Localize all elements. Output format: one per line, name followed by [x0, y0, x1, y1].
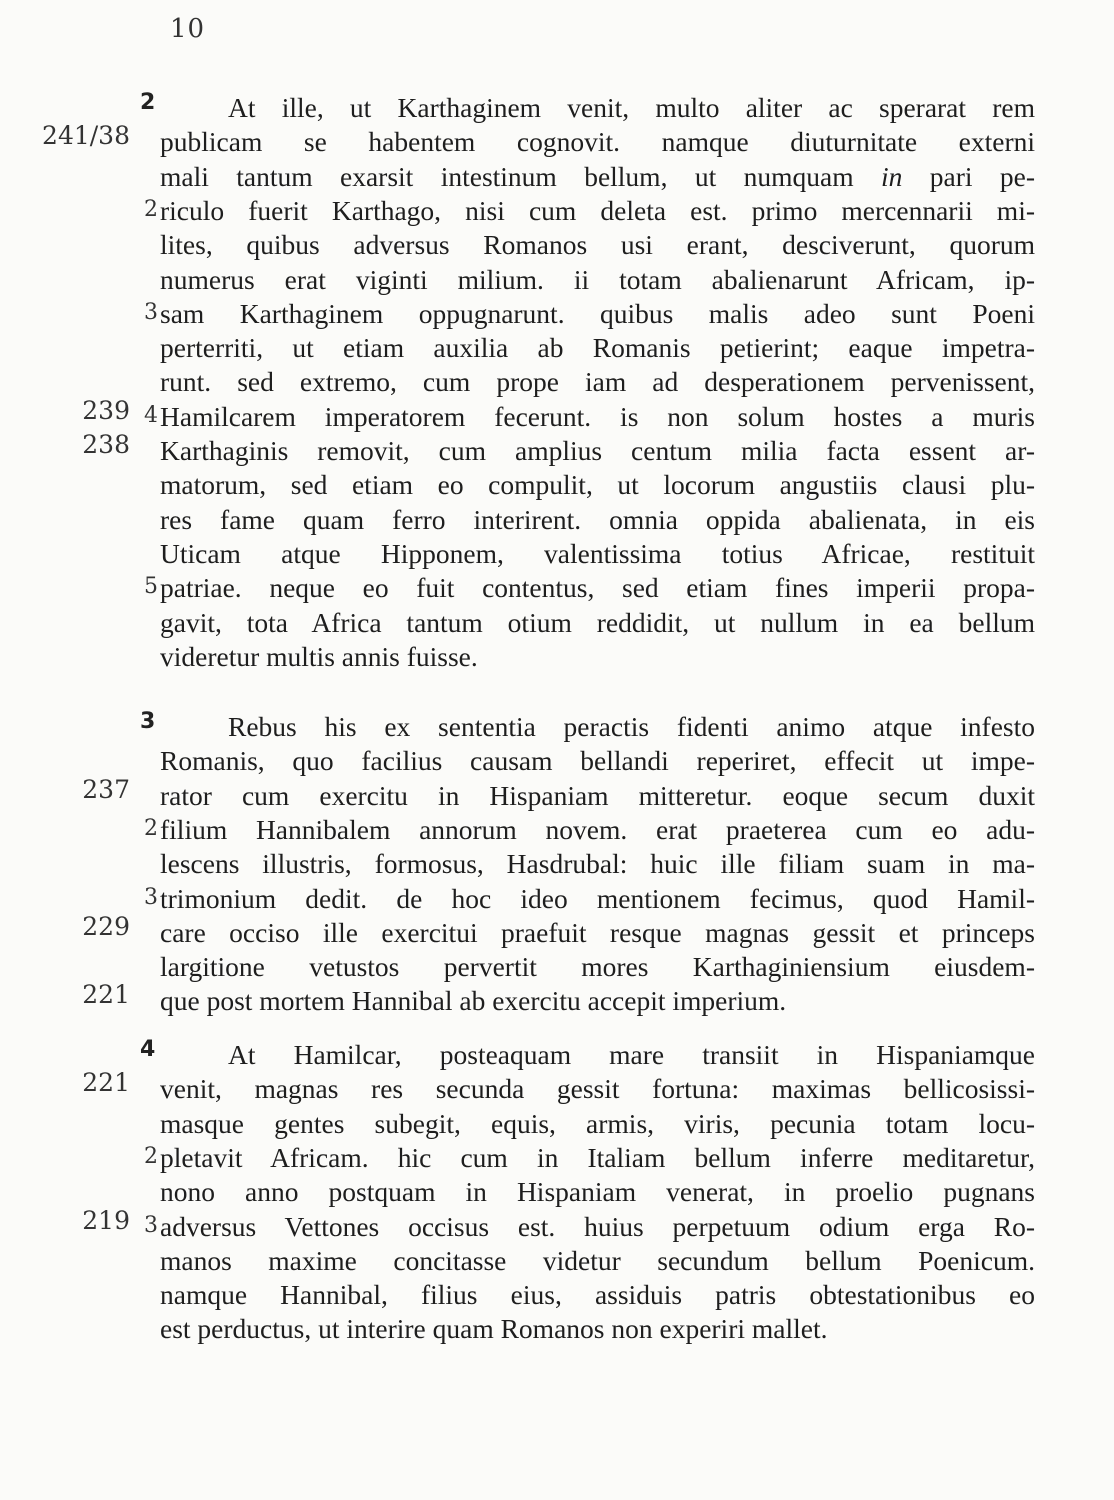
text-line: largitione vetustos pervertit mores Karthaginiensium eiusdem- [160, 951, 1035, 983]
text-line: res fame quam ferro interirent. omnia oppida abalienata, in eis [160, 503, 1035, 535]
text-line: perterriti, ut etiam auxilia ab Romanis petierint; eaque impetra- [160, 332, 1035, 364]
text-line: manos maxime concitasse videtur secundum bellum Poenicum. [160, 1244, 1035, 1276]
text-line: gavit, tota Africa tantum otium reddidit, ut nullum in ea bellum [160, 606, 1035, 638]
text-line: mali tantum exarsit intestinum bellum, ut numquam in pari pe- [160, 160, 1035, 192]
text-line: Romanis, quo facilius causam bellandi reperiret, effecit ut impe- [160, 745, 1035, 777]
section-number: 5 [144, 574, 158, 600]
text-line: At ille, ut Karthaginem venit, multo aliter ac sperarat rem [228, 92, 1035, 123]
page-number: 10 [170, 14, 206, 44]
margin-date: 221 [82, 1068, 130, 1098]
section-number: 3 [144, 299, 158, 325]
section-number: 4 [144, 402, 158, 428]
text-line: que post mortem Hannibal ab exercitu accepit imperium. [160, 985, 787, 1017]
text-line: trimonium dedit. de hoc ideo mentionem fecimus, quod Hamil- [160, 882, 1035, 914]
text-line: matorum, sed etiam eo compulit, ut locorum angustiis clausi plu- [160, 469, 1035, 501]
margin-date: 238 [82, 430, 130, 459]
text-line: rator cum exercitu in Hispaniam mitteretur. eoque secum duxit [160, 779, 1035, 811]
text-line: numerus erat viginti milium. ii totam abalienarunt Africam, ip- [160, 263, 1035, 295]
text-line: est perductus, ut interire quam Romanos non experiri mallet. [160, 1313, 828, 1345]
chapter-number: 4 [140, 1037, 156, 1062]
text-line: pletavit Africam. hic cum in Italiam bellum inferre meditaretur, [160, 1141, 1035, 1173]
text-line: lescens illustris, formosus, Hasdrubal: huic ille filiam suam in ma- [160, 848, 1035, 880]
margin-date: 241/38 [42, 121, 130, 151]
section-number: 3 [144, 1212, 158, 1238]
text-line: At Hamilcar, posteaquam mare transiit in Hispaniamque [228, 1039, 1035, 1070]
text-line: Rebus his ex sententia peractis fidenti animo atque infesto [228, 711, 1035, 742]
text-line: care occiso ille exercitui praefuit resque magnas gessit et princeps [160, 916, 1035, 948]
text-line: nono anno postquam in Hispaniam venerat, in proelio pugnans [160, 1176, 1035, 1208]
margin-date: 239 [82, 395, 130, 425]
text-line: Karthaginis removit, cum amplius centum milia facta essent ar- [160, 435, 1035, 466]
text-line: patriae. neque eo fuit contentus, sed etiam fines imperii propa- [160, 572, 1035, 604]
text-line: lites, quibus adversus Romanos usi erant, desciverunt, quorum [160, 229, 1035, 261]
text-line: adversus Vettones occisus est. huius perpetuum odium erga Ro- [160, 1210, 1035, 1242]
text-line: Uticam atque Hipponem, valentissima totius Africae, restituit [160, 537, 1035, 569]
text-line: namque Hannibal, filius eius, assiduis patris obtestationibus eo [160, 1279, 1035, 1311]
margin-date: 219 [82, 1205, 130, 1235]
text-line: riculo fuerit Karthago, nisi cum deleta est. primo mercennarii mi- [160, 194, 1035, 226]
margin-date: 237 [82, 774, 130, 804]
text-line: sam Karthaginem oppugnarunt. quibus malis adeo sunt Poeni [160, 297, 1035, 329]
margin-date: 229 [82, 911, 130, 941]
section-number: 2 [144, 815, 158, 841]
margin-date: 221 [82, 980, 130, 1010]
text-line: Hamilcarem imperatorem fecerunt. is non solum hostes a muris [160, 400, 1035, 432]
section-number: 3 [144, 884, 158, 910]
section-number: 2 [144, 1143, 158, 1169]
text-line: filium Hannibalem annorum novem. erat praeterea cum eo adu- [160, 813, 1035, 845]
chapter-number: 2 [140, 90, 156, 115]
text-line: masque gentes subegit, equis, armis, viris, pecunia totam locu- [160, 1107, 1035, 1139]
text-line: runt. sed extremo, cum prope iam ad desperationem pervenissent, [160, 366, 1035, 398]
text-line: publicam se habentem cognovit. namque diuturnitate externi [160, 126, 1035, 158]
text-line: videretur multis annis fuisse. [160, 640, 478, 672]
chapter-number: 3 [140, 709, 156, 734]
text-line: venit, magnas res secunda gessit fortuna: maximas bellicosissi- [160, 1073, 1035, 1105]
section-number: 2 [144, 196, 158, 222]
